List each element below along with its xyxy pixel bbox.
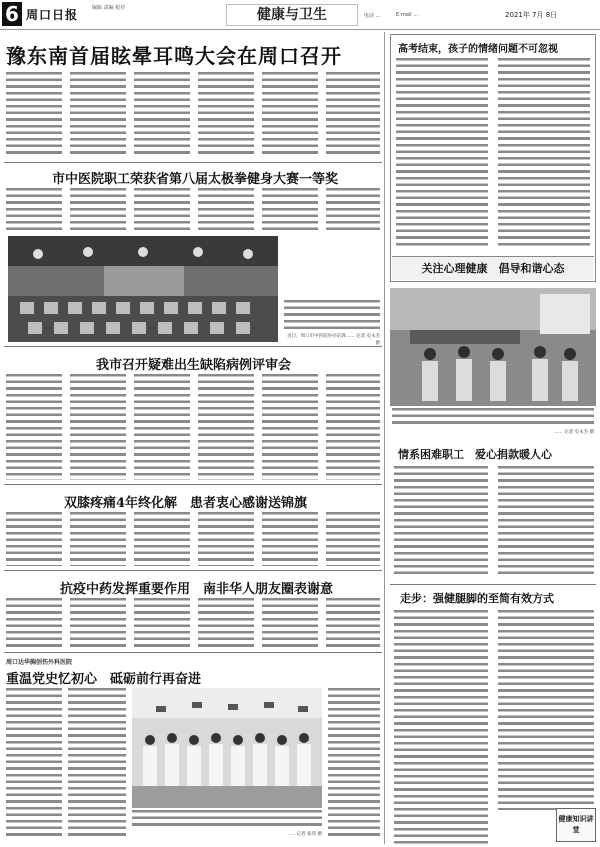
- health-lecture-badge: 健康知识讲堂: [556, 808, 596, 842]
- sixth-article-body-right: [328, 688, 380, 840]
- divider: [4, 484, 382, 485]
- newspaper-name: 周口日报: [26, 8, 79, 22]
- header-email: E-mail …: [396, 12, 419, 18]
- second-article-body: [6, 188, 380, 232]
- divider: [390, 584, 596, 585]
- meeting-photo: [8, 236, 278, 342]
- group-photo-caption: ……记者 张伟 摄: [287, 832, 322, 837]
- mental-health-banner: 关注心理健康 倡导和谐心态: [392, 256, 594, 280]
- fourth-headline: 双膝疼痛4年终化解 患者衷心感谢送锦旗: [64, 496, 308, 511]
- meeting-photo-caption: 近日，周口市中医院举办培训…… 记者 史永杰 摄: [287, 334, 380, 346]
- issue-date: 2021年 7月 8日: [505, 11, 558, 19]
- divider: [4, 570, 382, 571]
- donation-photo-caption: …… 记者 史永杰 摄: [553, 430, 594, 435]
- donation-body: [394, 466, 594, 578]
- divider: [4, 162, 382, 163]
- sixth-kicker: 周口达华胸创伤外科医院: [6, 659, 73, 666]
- editor-credits: 编辑 责编 校对: [92, 5, 126, 11]
- section-title: 健康与卫生: [226, 4, 358, 26]
- group-photo: [132, 688, 322, 808]
- sidebar-top-headline: 高考结束，孩子的情绪问题不可忽视: [398, 44, 558, 55]
- lead-headline: 豫东南首届眩晕耳鸣大会在周口召开: [6, 44, 342, 68]
- sixth-headline: 重温党史忆初心 砥砺前行再奋进: [6, 672, 202, 687]
- third-article-body: [6, 374, 380, 480]
- donation-photo-caption-box: [392, 408, 594, 438]
- third-headline: 我市召开疑难出生缺陷病例评审会: [96, 358, 292, 373]
- divider: [4, 652, 382, 653]
- donation-headline: 情系困难职工 爱心捐款暖人心: [398, 448, 552, 461]
- sixth-article-body: [6, 688, 126, 840]
- lead-article-body: [6, 72, 380, 158]
- page-number: 6: [2, 2, 22, 26]
- sidebar-top-body: [396, 58, 590, 248]
- donation-photo: [390, 288, 596, 406]
- fifth-article-body: [6, 598, 380, 648]
- fifth-headline: 抗疫中药发挥重要作用 南非华人朋友圈表谢意: [60, 582, 334, 597]
- column-divider: [384, 32, 385, 844]
- meeting-photo-caption-box: [284, 300, 380, 346]
- group-photo-caption-box: [132, 810, 322, 840]
- divider: [4, 346, 382, 347]
- fourth-article-body: [6, 512, 380, 566]
- header-phone: 电话 …: [364, 13, 381, 19]
- walking-headline: 走步：强健腿脚的至简有效方式: [400, 592, 554, 605]
- second-headline: 市中医院职工荣获省第八届太极拳健身大赛一等奖: [52, 172, 339, 187]
